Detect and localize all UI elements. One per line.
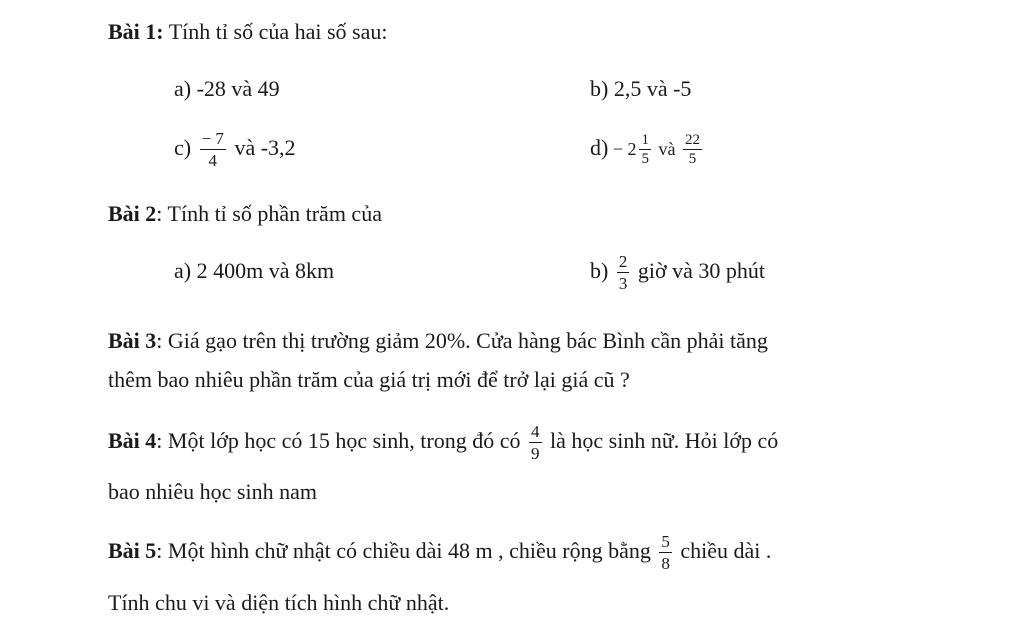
exercise-4-text-cont: là học sinh nữ. Hỏi lớp có xyxy=(544,428,779,453)
mixed-number-whole: − 2 xyxy=(608,139,637,159)
item-label: d) xyxy=(590,135,609,160)
exercise-2-title: Bài 2 xyxy=(108,201,157,226)
fraction xyxy=(617,252,630,293)
item-label: a) xyxy=(174,76,192,101)
numerator: 4 xyxy=(531,422,540,442)
exercise-1-heading xyxy=(108,19,387,45)
fraction xyxy=(683,132,702,167)
denominator: 4 xyxy=(208,151,218,171)
numerator: − 7 xyxy=(201,129,224,149)
exercise-1-title: Bài 1: xyxy=(108,19,164,44)
exercise-4-text: : Một lớp học có 15 học sinh, trong đó có xyxy=(156,428,526,453)
exercise-2-b xyxy=(590,246,765,296)
numerator: 1 xyxy=(641,132,649,149)
exercise-5-title: Bài 5 xyxy=(108,538,157,563)
numerator: 5 xyxy=(661,532,670,552)
exercise-2-heading xyxy=(108,201,382,227)
denominator: 9 xyxy=(531,444,540,464)
exercise-2-text: : Tính tỉ số phần trăm của xyxy=(156,201,382,226)
item-text: 2 400m và 8km xyxy=(191,258,335,283)
item-label: a) xyxy=(174,258,192,283)
exercise-2-a xyxy=(174,258,334,284)
item-text: và -3,2 xyxy=(228,135,296,160)
item-label: c) xyxy=(174,135,192,160)
exercise-5-text-cont: chiều dài . xyxy=(674,538,772,563)
numerator: 22 xyxy=(684,132,700,149)
item-label: b) xyxy=(590,76,609,101)
item-text: 2,5 và -5 xyxy=(608,76,692,101)
numerator: 2 xyxy=(618,252,628,272)
denominator: 5 xyxy=(641,151,649,168)
exercise-3-line-2: thêm bao nhiêu phần trăm của giá trị mới để trở lại giá cũ ? xyxy=(108,367,630,392)
item-label: b) xyxy=(590,258,609,283)
exercise-1-d xyxy=(590,122,705,175)
item-text: -28 và 49 xyxy=(191,76,280,101)
exercise-1-a xyxy=(174,76,280,102)
exercise-3-line-1 xyxy=(108,328,768,354)
exercise-4-title: Bài 4 xyxy=(108,428,157,453)
denominator: 8 xyxy=(661,554,670,574)
denominator: 5 xyxy=(688,151,697,168)
exercise-1-b xyxy=(590,76,691,102)
fraction xyxy=(529,422,542,463)
exercise-1-c xyxy=(174,122,296,174)
exercise-5-text: : Một hình chữ nhật có chiều dài 48 m , chiều rộng bằng xyxy=(156,538,657,563)
fraction xyxy=(659,532,672,573)
denominator: 3 xyxy=(618,274,628,294)
item-text: và xyxy=(653,139,680,159)
fraction xyxy=(200,129,226,170)
exercise-3-text: : Giá gạo trên thị trường giảm 20%. Cửa hàng bác Bình cần phải tăng xyxy=(156,328,768,353)
fraction xyxy=(639,132,651,167)
exercise-5-line-2: Tính chu vi và diện tích hình chữ nhật. xyxy=(108,590,450,615)
item-text: giờ và 30 phút xyxy=(632,258,765,283)
exercise-3-title: Bài 3 xyxy=(108,328,157,353)
exercise-4-line-1 xyxy=(108,416,778,466)
exercise-5-line-1 xyxy=(108,526,771,576)
exercise-4-line-2: bao nhiêu học sinh nam xyxy=(108,479,317,504)
exercise-1-text: Tính tỉ số của hai số sau: xyxy=(163,19,388,44)
